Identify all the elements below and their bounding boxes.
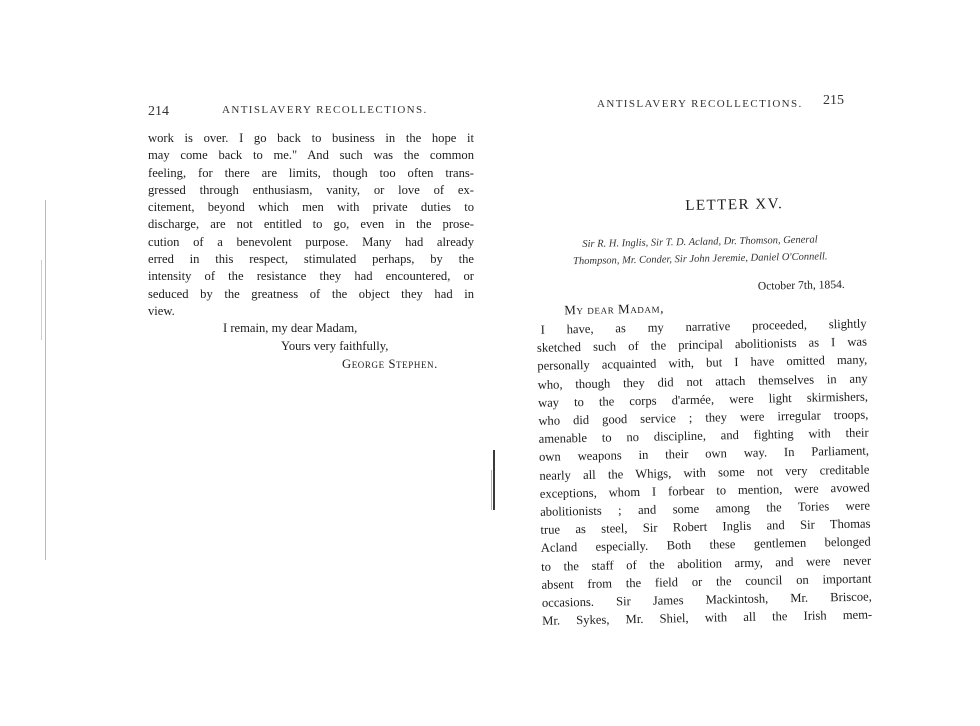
text-line: discharge, are not entitled to go, even in the prose- <box>148 217 474 232</box>
text-line: gressed through enthusiasm, vanity, or love of ex- <box>148 182 474 197</box>
text-line: personally acquainted with, but I have omitted many, <box>537 352 868 374</box>
right-running-title: ANTISLAVERY RECOLLECTIONS. <box>597 98 803 110</box>
salutation: My dear Madam, <box>564 300 665 318</box>
signature: George Stephen. <box>342 357 438 371</box>
text-line: who did good service ; they were irregular troops, <box>538 407 869 428</box>
right-body-text <box>536 315 872 631</box>
recipients-line: Thompson, Mr. Conder, Sir John Jeremie, Daniel O'Connell. <box>572 251 828 268</box>
text-line: view. <box>148 303 175 318</box>
text-line: sketched such of the principal abolitionists as I was <box>536 334 868 356</box>
text-line: feeling, for there are limits, though too often trans- <box>148 165 474 180</box>
right-page <box>490 0 980 726</box>
text-line: Mr. Sykes, Mr. Shiel, with all the Irish mem- <box>542 607 873 629</box>
left-page-number: 214 <box>148 104 169 119</box>
recipients-line: Sir R. H. Inglis, Sir T. D. Acland, Dr. Thomson, General <box>582 234 818 250</box>
gutter-mark <box>491 470 492 510</box>
text-line: citement, beyond which men with private duties to <box>148 200 474 215</box>
text-line: own weapons in their own way. In Parliament, <box>538 443 870 465</box>
text-line: seduced by the greatness of the object they had in <box>148 286 474 301</box>
text-line: erred in this respect, stimulated perhaps, by the <box>148 252 474 267</box>
text-line: exceptions, whom I forbear to mention, were avowed <box>539 480 870 501</box>
text-line: amenable to no discipline, and fighting with their <box>538 425 869 447</box>
text-line: work is over. I go back to business in the hope it <box>148 131 474 145</box>
scan-edge-mark <box>41 260 42 340</box>
letter-date: October 7th, 1854. <box>757 277 845 293</box>
recipients <box>535 231 866 271</box>
text-line: occasions. Sir James Mackintosh, Mr. Briscoe, <box>541 589 872 610</box>
letter-title: LETTER XV. <box>685 196 784 215</box>
text-line: absent from the field or the council on important <box>541 571 872 592</box>
text-line: I have, as my narrative proceeded, slightly <box>540 316 867 337</box>
text-line: true as steel, Sir Robert Inglis and Sir Thomas <box>540 516 871 538</box>
right-page-number: 215 <box>823 93 844 108</box>
text-line: may come back to me." And such was the common <box>148 148 474 163</box>
text-line: cution of a benevolent purpose. Many had already <box>148 234 474 249</box>
closing-line-remain: I remain, my dear Madam, <box>223 321 358 335</box>
text-line: nearly all the Whigs, with some not very creditable <box>539 462 870 483</box>
text-line: intensity of the resistance they had encountered, or <box>148 269 474 284</box>
text-line: way to the corps d'armée, were light skirmishers, <box>537 389 869 410</box>
text-line: Acland especially. Both these gentlemen belonged <box>540 534 871 556</box>
text-line: abolitionists ; and some among the Tories were <box>539 498 871 519</box>
scan-edge-mark <box>45 200 46 560</box>
left-running-title: ANTISLAVERY RECOLLECTIONS. <box>222 104 428 116</box>
gutter-mark <box>493 450 495 510</box>
closing-line-yours: Yours very faithfully, <box>281 339 389 353</box>
text-line: who, though they did not attach themselves in any <box>537 371 868 392</box>
left-body-text <box>148 130 474 320</box>
text-line: to the staff of the abolition army, and were never <box>541 553 872 574</box>
